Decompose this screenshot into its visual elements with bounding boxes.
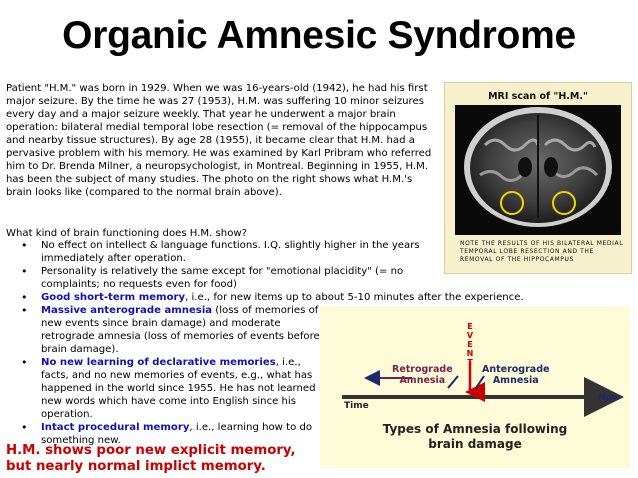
anterograde-line-2: Amnesia [492, 375, 539, 386]
intro-paragraph: Patient "H.M." was born in 1929. When we was 16-years-old (1942), he had his first major seizure. By the time he was 27 (1953), H.M. was suffering 10 minor seizures every day and a major seizure weekly. That year he underwent a major brain operation: bilateral medial temporal lobe resection (= removal of the hippocampus and nearby tissue structures). By age 28 (1955), it became clear that H.M. had a pervasive problem with his memory. He was examined by Karl Pribram who referred him to Dr. Brenda Milner, a neuropsychologist, in Montreal. Beginning in 1955, H.M. has been the subject of many studies. The photo on the right shows what H.M.'s brain looks like (compared to the normal brain above). [6, 83, 432, 198]
summary-line-2: but nearly normal implict memory. [6, 459, 266, 474]
diagram-caption [320, 422, 630, 452]
bullet-emphasis: Massive anterograde amnesia [41, 305, 213, 316]
ventricle-left [518, 157, 532, 177]
bullet-text: No effect on intellect & language functions. I.Q. slightly higher in the years immediately after operation. [41, 240, 420, 264]
bullet-emphasis: No new learning of declarative memories [41, 357, 276, 368]
list-item [6, 304, 326, 356]
amnesia-diagram [320, 306, 630, 468]
list-item [6, 239, 441, 265]
retrograde-label [392, 364, 453, 386]
event-letter: V [466, 331, 474, 340]
slide-title: Organic Amnesic Syndrome [62, 14, 576, 57]
bullet-text: , i.e., for new items up to about 5-10 minutes after the experience. [185, 292, 524, 303]
summary-line-1: H.M. shows poor new explicit memory, [6, 443, 296, 458]
time-label: Time [344, 401, 369, 411]
bullet-emphasis: Intact procedural memory [41, 422, 190, 433]
bullet-text: (loss of memories of new events since brain damage) and moderate retrograde amnesia (loss of memories of events before brain damage). [41, 305, 320, 355]
mri-scan-image [455, 105, 621, 235]
event-letter: E [467, 340, 473, 349]
mri-caption: NOTE THE RESULTS OF HIS BILATERAL MEDIAL TEMPORAL LOBE RESECTION AND THE REMOVAL OF THE HIPPOCAMPUS [460, 240, 624, 263]
event-label [463, 322, 477, 367]
bullet-emphasis: Good short-term memory [41, 292, 186, 303]
diagram-caption-line-2: brain damage [428, 437, 522, 451]
bullet-text: Personality is relatively the same except for "emotional placidity" (= no complaints; no requests even for food) [41, 266, 404, 290]
list-item [6, 265, 441, 291]
list-item [6, 291, 591, 304]
bullet-text: , i.e., learning how to do something new. [41, 422, 313, 446]
retrograde-line-1: Retrograde [392, 364, 453, 375]
event-letter: E [467, 322, 473, 331]
event-letter: T [467, 358, 473, 367]
list-item [6, 356, 326, 421]
retrograde-line-2: Amnesia [399, 375, 446, 386]
now-label: Now [598, 393, 621, 403]
diagram-caption-line-1: Types of Amnesia following [382, 422, 568, 436]
anterograde-label [482, 364, 549, 386]
ventricle-right [544, 157, 558, 177]
bullet-text: , i.e., facts, and no new memories of events, e.g., what has happened in the world since 1955. He has not learned new words which have come into English since his operation. [41, 357, 316, 420]
mri-panel [444, 82, 632, 274]
summary-text [6, 443, 326, 475]
anterograde-line-1: Anterograde [482, 364, 550, 375]
question-text: What kind of brain functioning does H.M. show? [6, 228, 247, 239]
event-letter: N [466, 349, 474, 358]
mri-label: MRI scan of "H.M." [488, 91, 588, 102]
